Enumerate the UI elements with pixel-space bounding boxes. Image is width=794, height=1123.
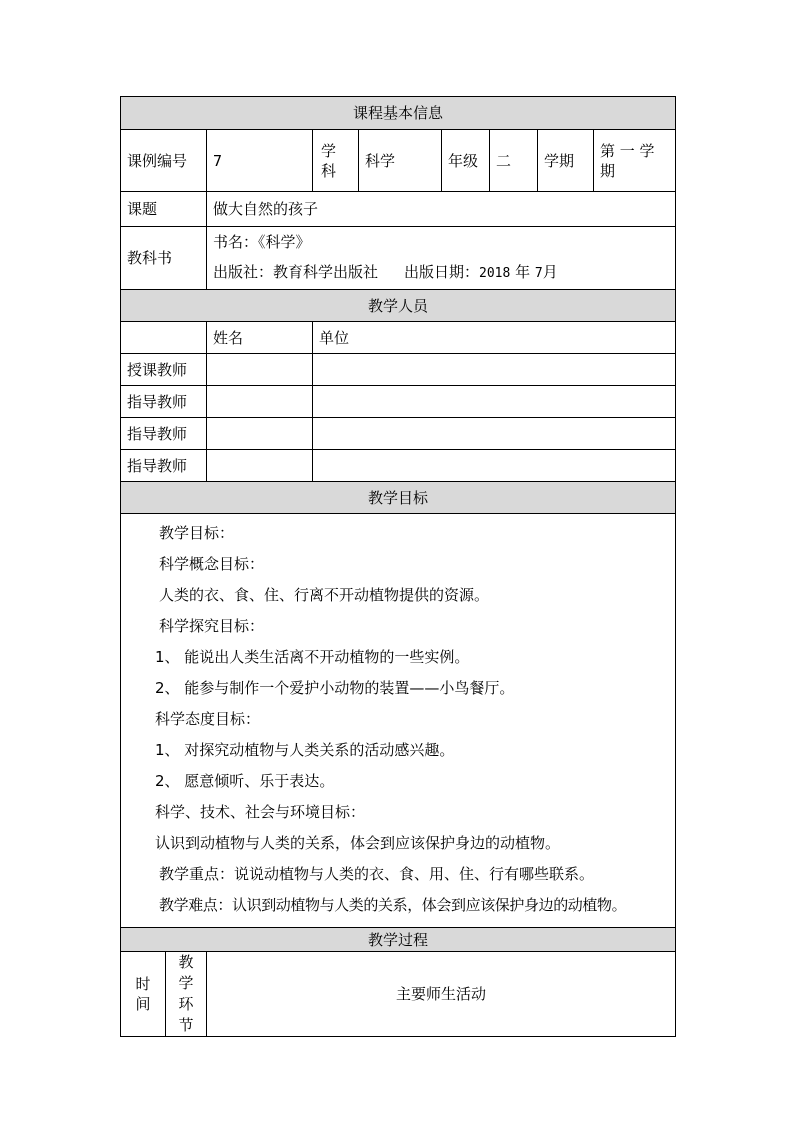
- process-step-char: 环: [178, 995, 194, 1013]
- topic-label: 课题: [121, 192, 207, 227]
- goals-line: 科学探究目标：: [159, 617, 265, 635]
- subject-label-line-2: 科: [321, 161, 337, 180]
- case-number-label: 课例编号: [121, 130, 207, 192]
- publisher-line: [213, 257, 675, 289]
- staff-unit: [313, 418, 676, 450]
- staff-role: 指导教师: [121, 450, 207, 482]
- staff-row: [121, 386, 676, 418]
- term-value-line-1: 第 一 学: [600, 141, 655, 160]
- goals-line: 教学重点：说说动植物与人类的衣、食、用、住、行有哪些联系。: [159, 865, 595, 883]
- section-header-goals: 教学目标: [121, 482, 676, 514]
- goals-line: 科学、技术、社会与环境目标：: [155, 803, 366, 821]
- term-value: [594, 130, 676, 192]
- process-time-char: 间: [135, 995, 151, 1013]
- term-value-line-2: 期: [600, 161, 616, 180]
- staff-header-blank: [121, 322, 207, 354]
- pub-month: 7: [534, 266, 543, 281]
- staff-unit: [313, 354, 676, 386]
- goals-line: 2、 能参与制作一个爱护小动物的装置——小鸟餐厅。: [155, 679, 515, 697]
- staff-role: 授课教师: [121, 354, 207, 386]
- process-time-char: 时: [135, 975, 151, 993]
- pub-year: 2018: [479, 266, 511, 281]
- process-step-header: [166, 952, 207, 1037]
- staff-name: [207, 450, 313, 482]
- pub-month-unit: 月: [542, 263, 558, 281]
- book-name: 书名：《科学》: [213, 233, 311, 251]
- goals-line: 1、 对探究动植物与人类关系的活动感兴趣。: [155, 741, 455, 759]
- staff-header-unit: 单位: [313, 322, 676, 354]
- goals-line: 认识到动植物与人类的关系，体会到应该保护身边的动植物。: [155, 834, 561, 852]
- section-header-staff: 教学人员: [121, 290, 676, 322]
- staff-row: [121, 354, 676, 386]
- grade-value: 二: [490, 130, 538, 192]
- pub-year-unit: 年: [515, 263, 531, 281]
- goals-line: 科学态度目标：: [155, 710, 261, 728]
- process-activities-header: 主要师生活动: [207, 952, 676, 1037]
- grade-label: 年级: [442, 130, 490, 192]
- staff-unit: [313, 450, 676, 482]
- goals-line: 科学概念目标：: [159, 555, 265, 573]
- process-step-char: 教: [178, 953, 194, 971]
- goals-line: 教学目标：: [159, 524, 235, 542]
- staff-role: 指导教师: [121, 386, 207, 418]
- textbook-info: [207, 227, 676, 290]
- textbook-label: 教科书: [121, 227, 207, 290]
- section-header-process: 教学过程: [121, 928, 676, 952]
- process-time-header: [121, 952, 166, 1037]
- subject-label: [313, 130, 359, 192]
- case-number-value: 7: [207, 130, 313, 192]
- staff-role: 指导教师: [121, 418, 207, 450]
- staff-row: [121, 418, 676, 450]
- goals-body: [121, 514, 676, 928]
- goals-line: 1、 能说出人类生活离不开动植物的一些实例。: [155, 648, 470, 666]
- term-label: 学期: [538, 130, 594, 192]
- topic-value: 做大自然的孩子: [207, 192, 676, 227]
- pub-date-label: 出版日期：: [404, 263, 480, 281]
- subject-value: 科学: [359, 130, 442, 192]
- staff-header-name: 姓名: [207, 322, 313, 354]
- staff-row: [121, 450, 676, 482]
- process-step-char: 学: [178, 974, 194, 992]
- subject-label-line-1: 学: [321, 141, 337, 160]
- staff-unit: [313, 386, 676, 418]
- process-step-char: 节: [178, 1016, 194, 1034]
- section-header-basic-info: 课程基本信息: [121, 97, 676, 130]
- lesson-plan-table: [120, 96, 676, 1037]
- goals-line: 教学难点：认识到动植物与人类的关系，体会到应该保护身边的动植物。: [159, 896, 627, 914]
- staff-name: [207, 418, 313, 450]
- publisher: 出版社：教育科学出版社: [213, 263, 379, 281]
- goals-line: 人类的衣、食、住、行离不开动植物提供的资源。: [159, 586, 490, 604]
- staff-name: [207, 354, 313, 386]
- staff-name: [207, 386, 313, 418]
- goals-line: 2、 愿意倾听、乐于表达。: [155, 772, 335, 790]
